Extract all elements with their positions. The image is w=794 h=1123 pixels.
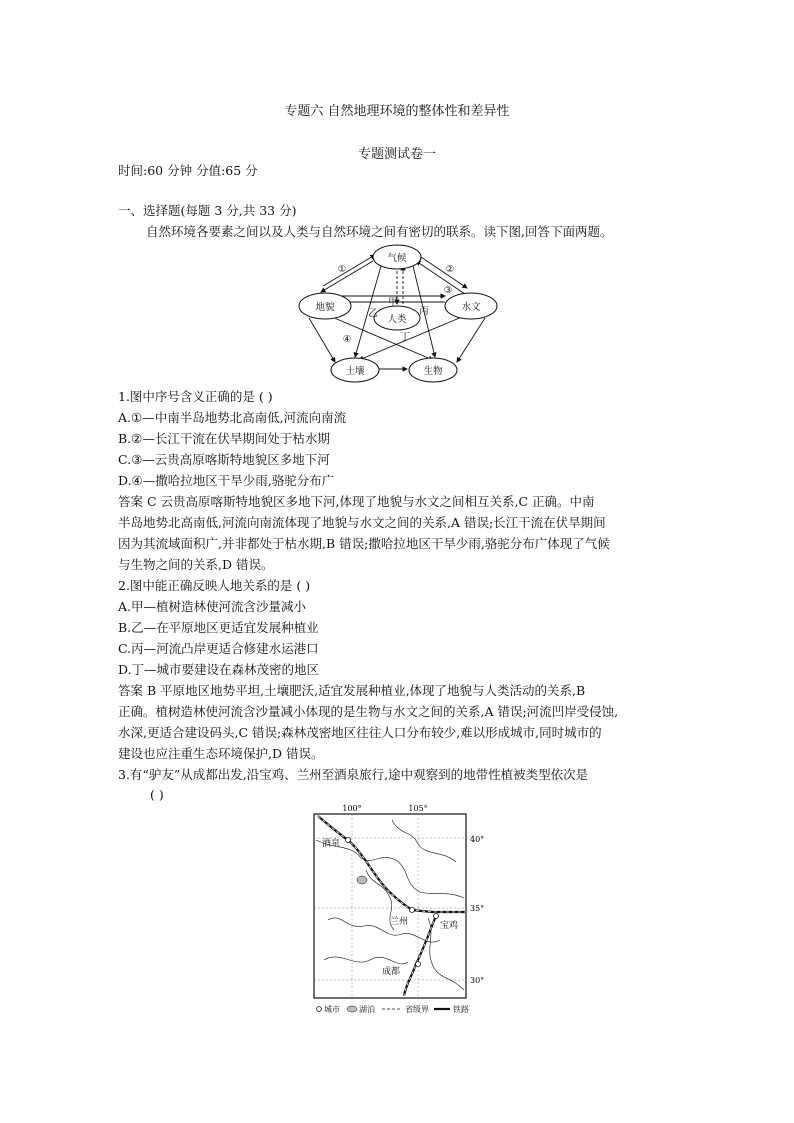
route-map	[306, 800, 491, 1018]
label-biology: 生物	[423, 366, 443, 377]
q1-answer-line: 因为其流域面积广,并非都处于枯水期,B 错误;撒哈拉地区干旱少雨,骆驼分布广体现了气候	[118, 536, 610, 551]
q1-answer-line: 答案 C 云贵高原喀斯特地貌区多地下河,体现了地貌与水文之间相互关系,C 正确。中南	[118, 494, 595, 509]
arrow-label-4: ④	[342, 334, 352, 345]
legend-railway-label: 铁路	[453, 1005, 469, 1014]
q1-option-c: C.③—云贵高原喀斯特地貌区多地下河	[118, 452, 330, 467]
q2-option-c: C.丙—河流凸岸更适合修建水运港口	[118, 641, 319, 656]
map-legend	[317, 1004, 469, 1014]
section-heading: 一、选择题(每题 3 分,共 33 分)	[118, 203, 297, 218]
page-subtitle: 专题测试卷一	[357, 147, 436, 162]
city-chengdu-label: 成都	[382, 967, 401, 977]
label-soil: 土壤	[345, 366, 365, 377]
city-chengdu-icon	[416, 962, 421, 967]
q2-answer-line: 答案 B 平原地区地势平坦,土壤肥沃,适宜发展种植业,体现了地貌与人类活动的关系,B	[118, 683, 586, 698]
city-lanzhou-label: 兰州	[390, 917, 409, 927]
q2-option-b: B.乙—在平原地区更适宜发展种植业	[118, 620, 319, 635]
q1-stem: 1.图中序号含义正确的是 ( )	[118, 389, 273, 404]
city-baoji-icon	[434, 914, 439, 919]
legend-lake-label: 湖泊	[359, 1005, 375, 1014]
q1-option-a: A.①—中南半岛地势北高南低,河流向南流	[118, 410, 347, 425]
q2-answer-line: 正确。植树造林使河流含沙量减小体现的是生物与水文之间的关系,A 错误;河流凹岸受侵蚀,	[118, 704, 619, 719]
page-title: 专题六 自然地理环境的整体性和差异性	[284, 104, 510, 119]
q3-stem: 3.有“驴友”从成都出发,沿宝鸡、兰州至酒泉旅行,途中观察到的地带性植被类型依次是	[118, 767, 589, 782]
lake-icon	[357, 876, 367, 884]
q2-answer-line: 建设也应注重生态环境保护,D 错误。	[118, 746, 324, 761]
lat-label-35: 35°	[470, 904, 485, 913]
city-jiuquan-label: 酒泉	[322, 839, 341, 849]
environment-diagram	[295, 242, 505, 387]
section-intro: 自然环境各要素之间以及人类与自然环境之间有密切的联系。读下图,回答下面两题。	[146, 224, 613, 239]
arrow-label-jia: 甲	[388, 297, 398, 308]
q2-stem: 2.图中能正确反映人地关系的是 ( )	[118, 578, 311, 593]
city-baoji-label: 宝鸡	[440, 921, 459, 931]
label-human: 人类	[387, 314, 407, 325]
arrow-label-1: ①	[337, 264, 347, 275]
lat-label-40: 40°	[470, 835, 485, 844]
label-hydrology: 水文	[461, 302, 481, 313]
q3-answer-paren: ( )	[150, 787, 164, 802]
label-climate: 气候	[387, 253, 407, 264]
legend-lake-icon	[347, 1006, 357, 1012]
arrow-label-2: ②	[445, 264, 455, 275]
arrow-label-ding: 丁	[400, 332, 410, 343]
label-landform: 地貌	[315, 302, 335, 313]
lon-label-100: 100°	[342, 804, 362, 813]
q2-answer-line: 水深,更适合建设码头,C 错误;森林茂密地区往往人口分布较少,难以形成城市,同时城市的	[118, 725, 602, 740]
arrow-label-yi: 乙	[368, 308, 378, 319]
lon-label-105: 105°	[408, 804, 428, 813]
q1-option-b: B.②—长江干流在伏旱期间处于枯水期	[118, 431, 330, 446]
q2-option-d: D.丁—城市要建设在森林茂密的地区	[118, 662, 320, 677]
arrow-label-bing: 丙	[419, 306, 429, 317]
legend-city-label: 城市	[324, 1005, 340, 1014]
lat-label-30: 30°	[470, 976, 485, 985]
legend-city-icon	[317, 1007, 322, 1012]
q1-answer-line: 与生物之间的关系,D 错误。	[118, 557, 274, 572]
arrow-label-3: ③	[443, 285, 453, 296]
time-score: 时间:60 分钟 分值:65 分	[118, 163, 258, 178]
q1-option-d: D.④—撒哈拉地区干旱少雨,骆驼分布广	[118, 473, 335, 488]
q2-option-a: A.甲—植树造林使河流含沙量减小	[118, 599, 307, 614]
q1-answer-line: 半岛地势北高南低,河流向南流体现了地貌与水文之间的关系,A 错误;长江干流在伏旱期间	[118, 515, 606, 530]
legend-border-label: 省级界	[405, 1005, 429, 1014]
city-jiuquan-icon	[346, 838, 351, 843]
city-lanzhou-icon	[410, 908, 415, 913]
